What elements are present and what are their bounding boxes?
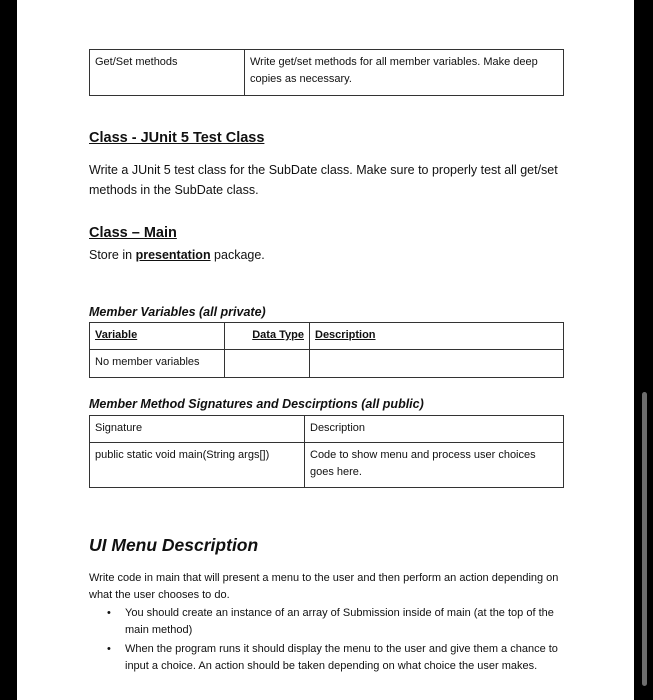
list-item-text: When the program runs it should display the menu to the user and give them a chance to input a choice. An action should be taken depending on what choice the user makes. (125, 643, 558, 672)
table-row (90, 443, 564, 488)
table-cell: public static void main(String args[]) (90, 443, 305, 488)
member-variables-caption: Member Variables (all private) (89, 305, 266, 319)
document-page (17, 0, 634, 700)
header-variable: Variable (90, 323, 225, 350)
table-cell: Write get/set methods for all member variables. Make deep copies as necessary. (245, 50, 564, 96)
junit-section-title: Class - JUnit 5 Test Class (89, 130, 265, 146)
table-row (90, 350, 564, 378)
ui-menu-title: UI Menu Description (89, 535, 259, 555)
table-header-row (90, 323, 564, 350)
table-cell: Get/Set methods (90, 50, 245, 96)
header-description: Description (305, 416, 564, 443)
list-item (89, 641, 564, 675)
header-data-type: Data Type (225, 323, 310, 350)
junit-section-body: Write a JUnit 5 test class for the SubDate class. Make sure to properly test all get/set methods in the SubDate class. (89, 163, 558, 197)
table-cell: No member variables (90, 350, 225, 378)
package-name: presentation (135, 248, 211, 262)
member-methods-caption: Member Method Signatures and Descirptions (all public) (89, 397, 424, 411)
table-cell (225, 350, 310, 378)
header-description: Description (310, 323, 564, 350)
bullet-icon: • (107, 643, 111, 655)
store-prefix: Store in (89, 248, 136, 262)
store-suffix: package. (210, 248, 265, 262)
table-cell (310, 350, 564, 378)
ui-menu-bullets (89, 605, 564, 675)
table-row (90, 50, 564, 96)
member-variables-table (89, 322, 564, 378)
member-methods-table (89, 415, 564, 488)
table-cell: Code to show menu and process user choices goes here. (305, 443, 564, 488)
bullet-icon: • (107, 607, 111, 619)
main-section-title: Class – Main (89, 225, 177, 241)
table-header-row (90, 416, 564, 443)
list-item (89, 605, 564, 639)
getset-table (89, 49, 564, 96)
store-line (89, 245, 265, 265)
ui-menu-intro: Write code in main that will present a menu to the user and then perform an action depending on what the user chooses to do. (89, 572, 559, 601)
list-item-text: You should create an instance of an array of Submission inside of main (at the top of the main method) (125, 607, 554, 636)
scrollbar-thumb[interactable] (642, 392, 647, 686)
header-signature: Signature (90, 416, 305, 443)
